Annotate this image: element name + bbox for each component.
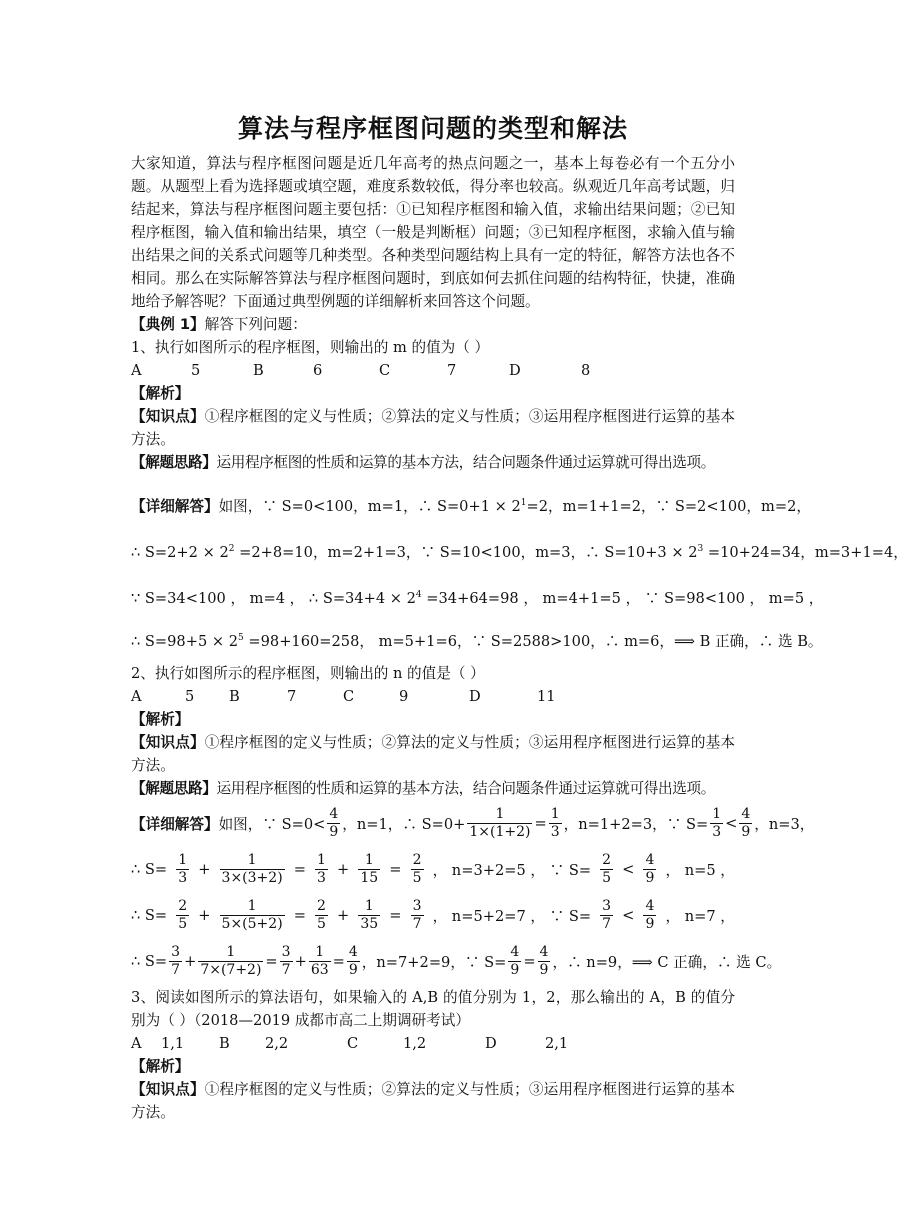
q1-detail-line-2 xyxy=(131,526,908,572)
q2-options xyxy=(131,685,735,708)
denominator: 7×(7+2) xyxy=(200,961,262,978)
q2-detail-label: 【详细解答】 xyxy=(131,815,219,833)
fraction xyxy=(710,806,723,841)
fraction xyxy=(315,852,328,887)
numerator: 1 xyxy=(550,805,560,822)
q2-detail-text: = xyxy=(389,860,402,878)
fraction xyxy=(508,944,521,979)
numerator: 1 xyxy=(226,943,236,960)
denominator: 35 xyxy=(360,915,379,932)
q1-detail-text: =98+160=258， m=5+1=6，∵ S=2588>100，∴ m=6，⟹ B 正确，∴ 选 B。 xyxy=(243,632,823,650)
q3-knowledge xyxy=(131,1078,735,1124)
q1-option-letter: B xyxy=(253,362,264,379)
q1-exponent: 3 xyxy=(697,544,704,554)
q2-detail-text: + xyxy=(337,860,350,878)
q2-option-letter: D xyxy=(469,688,481,705)
q2-stem: 2、执行如图所示的程序框图，则输出的 n 的值是（ ） xyxy=(131,665,485,682)
q2-detail-text: + xyxy=(198,860,211,878)
fraction xyxy=(643,898,656,933)
numerator: 1 xyxy=(364,897,374,914)
numerator: 4 xyxy=(645,851,655,868)
fraction xyxy=(280,944,293,979)
numerator: 4 xyxy=(510,943,520,960)
q2-detail-text: = xyxy=(523,952,536,970)
q1-exponent: 1 xyxy=(520,498,527,508)
q3-option-letter: C xyxy=(347,1035,359,1052)
q2-option-letter: C xyxy=(343,688,355,705)
numerator: 4 xyxy=(329,805,339,822)
fraction xyxy=(176,898,189,933)
q2-detail-text: < xyxy=(622,860,635,878)
example1-text: 解答下列问题： xyxy=(204,316,307,333)
q1-detail xyxy=(131,480,908,658)
q3-analysis-label: 【解析】 xyxy=(131,1058,190,1075)
numerator: 1 xyxy=(364,851,374,868)
q1-detail-line-4 xyxy=(131,618,823,658)
q2-detail-text: ， n=5 ， xyxy=(665,861,735,879)
denominator: 9 xyxy=(348,961,358,978)
denominator: 3 xyxy=(550,823,560,840)
q2-knowledge xyxy=(131,731,735,777)
q2-detail-text: ， n=5+2=7 ， ∵ S= xyxy=(432,907,592,925)
denominator: 3 xyxy=(712,823,722,840)
q2-option-value: 5 xyxy=(185,688,195,705)
fraction xyxy=(411,852,424,887)
q3-option-letter: B xyxy=(219,1035,230,1052)
q1-detail-text: =2，m=1+1=2，∵ S=2<100，m=2， xyxy=(526,497,811,515)
q1-idea xyxy=(131,451,735,474)
fraction xyxy=(538,944,551,979)
fraction xyxy=(198,944,263,979)
q3-knowledge-text: ①程序框图的定义与性质；②算法的定义与性质；③运用程序框图进行运算的基本方法。 xyxy=(131,1081,735,1121)
denominator: 7 xyxy=(281,961,291,978)
q2-idea-text: 运用程序框图的性质和运算的基本方法，结合问题条件通过运算就可得出选项。 xyxy=(216,780,716,797)
numerator: 4 xyxy=(539,943,549,960)
q1-idea-text: 运用程序框图的性质和运算的基本方法，结合问题条件通过运算就可得出选项。 xyxy=(216,454,716,471)
q1-option-value: 8 xyxy=(581,362,591,379)
q2-option-value: 9 xyxy=(399,688,409,705)
q2-detail-text: + xyxy=(294,952,307,970)
q1-detail-text: ∴ S=2+2 × 2 xyxy=(131,543,229,561)
q1-stem: 1、执行如图所示的程序框图，则输出的 m 的值为（ ） xyxy=(131,339,490,356)
denominator: 9 xyxy=(645,869,655,886)
q2-knowledge-text: ①程序框图的定义与性质；②算法的定义与性质；③运用程序框图进行运算的基本方法。 xyxy=(131,734,735,774)
numerator: 1 xyxy=(712,805,722,822)
q2-detail-line-4 xyxy=(131,938,782,984)
fraction xyxy=(176,852,189,887)
q2-detail-text: 如图，∵ S=0< xyxy=(218,815,326,833)
denominator: 9 xyxy=(539,961,549,978)
intro-paragraph: 大家知道，算法与程序框图问题是近几年高考的热点问题之一，基本上每卷必有一个五分小题。从题型上看为选择题或填空题，难度系数较低，得分率也较高。纵观近几年高考试题，归结起来，算法与程序框图问题主要包括：①已知程序框图和输入值，求输出结果问题；②已知程序框图，输入值和输出结果，填空（一般是判断框）问题；③已知程序框图，求输入值与输出结果之间的关系式问题等几种类型。各种类型问题结构上具有一定的特征，解答方法也各不相同。那么在实际解答算法与程序框图问题时，到底如何去抓住问题的结构特征，快捷，准确地给予解答呢？下面通过典型例题的详细解析来回答这个问题。 xyxy=(131,155,735,310)
q1-exponent: 4 xyxy=(415,590,422,600)
q2-detail-text: + xyxy=(184,952,197,970)
q2-detail-line-1 xyxy=(131,800,815,846)
q1-detail-text: =10+24=34，m=3+1=4， xyxy=(703,543,908,561)
document-body xyxy=(131,112,908,1124)
fraction xyxy=(358,898,380,933)
denominator: 9 xyxy=(741,823,751,840)
numerator: 4 xyxy=(741,805,751,822)
q1-option-letter: D xyxy=(509,362,521,379)
example1-heading xyxy=(131,313,735,336)
denominator: 9 xyxy=(645,915,655,932)
q1-option-value: 7 xyxy=(447,362,457,379)
q1-detail-text: 如图，∵ S=0<100，m=1，∴ S=0+1 × 2 xyxy=(218,497,521,515)
numerator: 4 xyxy=(645,897,655,914)
q1-detail-label: 【详细解答】 xyxy=(131,497,219,515)
denominator: 7 xyxy=(171,961,181,978)
q2-detail-text: ，n=3， xyxy=(754,815,815,833)
q1-detail-text: ∴ S=98+5 × 2 xyxy=(131,632,239,650)
numerator: 1 xyxy=(317,851,326,868)
denominator: 5 xyxy=(317,915,326,932)
document-title: 算法与程序框图问题的类型和解法 xyxy=(237,114,628,143)
q1-option-letter: C xyxy=(379,362,391,379)
fraction xyxy=(358,852,380,887)
q2-idea-label: 【解题思路】 xyxy=(131,780,217,797)
q1-detail-text: =34+64=98 ， m=4+1=5 ， ∵ S=98<100 ， m=5 ， xyxy=(421,589,824,607)
q3-option-letter: D xyxy=(485,1035,497,1052)
denominator: 3 xyxy=(178,869,188,886)
q2-detail-text: = xyxy=(389,906,402,924)
q3-option-value: 1,1 xyxy=(161,1035,185,1052)
denominator: 9 xyxy=(329,823,339,840)
denominator: 3 xyxy=(317,869,326,886)
q2-detail-text: ∴ S= xyxy=(131,952,168,970)
fraction xyxy=(600,852,613,887)
numerator: 1 xyxy=(315,943,325,960)
q2-knowledge-label: 【知识点】 xyxy=(131,734,205,751)
q2-detail-text: ， n=7 ， xyxy=(665,907,735,925)
numerator: 3 xyxy=(412,897,422,914)
q3-option-value: 2,1 xyxy=(545,1035,569,1052)
q2-detail-text: ，n=1+2=3，∵ S= xyxy=(563,815,709,833)
q1-detail-text: ∵ S=34<100 ， m=4 ， ∴ S=34+4 × 2 xyxy=(131,589,416,607)
q2-option-letter: A xyxy=(131,688,142,705)
q2-detail-text: ， n=3+2=5 ， ∵ S= xyxy=(432,861,592,879)
q3-knowledge-label: 【知识点】 xyxy=(131,1081,205,1098)
q2-detail-text: ，∴ n=9，⟹ C 正确，∴ 选 C。 xyxy=(552,953,782,971)
fraction xyxy=(220,852,285,887)
fraction xyxy=(411,898,424,933)
q2-detail-text: ∴ S= xyxy=(131,860,168,878)
fraction xyxy=(309,944,331,979)
q1-options xyxy=(131,359,735,382)
q1-knowledge-label: 【知识点】 xyxy=(131,408,205,425)
q2-detail-text: < xyxy=(622,906,635,924)
q1-option-letter: A xyxy=(131,362,142,379)
denominator: 1×(1+2) xyxy=(469,823,531,840)
fraction xyxy=(327,806,340,841)
q2-idea xyxy=(131,777,735,800)
q2-detail-line-2 xyxy=(131,846,735,892)
q2-detail-text: = xyxy=(293,860,306,878)
q3-stem: 3、阅读如图所示的算法语句，如果输入的 A,B 的值分别为 1，2，那么输出的 A，B 的值分别为（ ）（2018—2019 成都市高二上期调研考试） xyxy=(131,989,735,1029)
q2-option-letter: B xyxy=(229,688,240,705)
denominator: 15 xyxy=(360,869,379,886)
q2-detail-text: ，n=1，∴ S=0+ xyxy=(342,815,466,833)
fraction xyxy=(169,944,182,979)
q2-detail-text: + xyxy=(198,906,211,924)
q1-exponent: 2 xyxy=(228,544,235,554)
fraction xyxy=(347,944,360,979)
q2-detail-text: ，n=7+2=9，∵ S= xyxy=(361,953,507,971)
denominator: 9 xyxy=(510,961,520,978)
numerator: 2 xyxy=(317,897,326,914)
q3-option-letter: A xyxy=(131,1035,142,1052)
q1-exponent: 5 xyxy=(238,633,244,643)
q1-option-value: 5 xyxy=(191,362,201,379)
q2-option-value: 11 xyxy=(537,688,556,705)
denominator: 5 xyxy=(178,915,188,932)
numerator: 1 xyxy=(247,851,257,868)
q2-detail-text: + xyxy=(337,906,350,924)
q1-knowledge-text: ①程序框图的定义与性质；②算法的定义与性质；③运用程序框图进行运算的基本方法。 xyxy=(131,408,735,448)
q2-detail-text: = xyxy=(534,814,547,832)
denominator: 63 xyxy=(310,961,329,978)
numerator: 2 xyxy=(178,897,188,914)
q2-analysis-label: 【解析】 xyxy=(131,711,190,728)
q1-detail-line-3 xyxy=(131,572,824,618)
q2-detail-text: = xyxy=(332,952,345,970)
numerator: 1 xyxy=(495,805,505,822)
example1-label: 【典例 1】 xyxy=(131,316,205,333)
denominator: 7 xyxy=(412,915,422,932)
q2-detail-text: = xyxy=(265,952,278,970)
q1-detail-text: =2+8=10，m=2+1=3，∵ S=10<100，m=3，∴ S=10+3 × 2 xyxy=(234,543,698,561)
numerator: 2 xyxy=(602,851,612,868)
denominator: 7 xyxy=(602,915,612,932)
numerator: 1 xyxy=(247,897,257,914)
denominator: 5 xyxy=(602,869,612,886)
q1-idea-label: 【解题思路】 xyxy=(131,454,217,471)
q1-detail-line-1 xyxy=(131,480,811,526)
q2-option-value: 7 xyxy=(287,688,297,705)
q2-detail-text: ∴ S= xyxy=(131,906,168,924)
fraction xyxy=(739,806,752,841)
q3-options xyxy=(131,1032,735,1055)
fraction xyxy=(467,806,532,841)
denominator: 5×(5+2) xyxy=(221,915,283,932)
q1-option-value: 6 xyxy=(313,362,323,379)
numerator: 3 xyxy=(171,943,181,960)
fraction xyxy=(549,806,562,841)
q2-detail-line-3 xyxy=(131,892,735,938)
numerator: 3 xyxy=(602,897,612,914)
fraction xyxy=(600,898,613,933)
q1-knowledge xyxy=(131,405,735,451)
fraction xyxy=(643,852,656,887)
q1-analysis-label: 【解析】 xyxy=(131,385,190,402)
numerator: 4 xyxy=(348,943,358,960)
numerator: 2 xyxy=(412,851,422,868)
q3-option-value: 2,2 xyxy=(265,1035,289,1052)
denominator: 5 xyxy=(412,869,422,886)
numerator: 1 xyxy=(178,851,188,868)
denominator: 3×(3+2) xyxy=(221,869,283,886)
fraction xyxy=(315,898,328,933)
q2-detail-text: < xyxy=(725,814,738,832)
q3-option-value: 1,2 xyxy=(403,1035,427,1052)
numerator: 3 xyxy=(281,943,291,960)
q2-detail-text: = xyxy=(293,906,306,924)
fraction xyxy=(220,898,285,933)
